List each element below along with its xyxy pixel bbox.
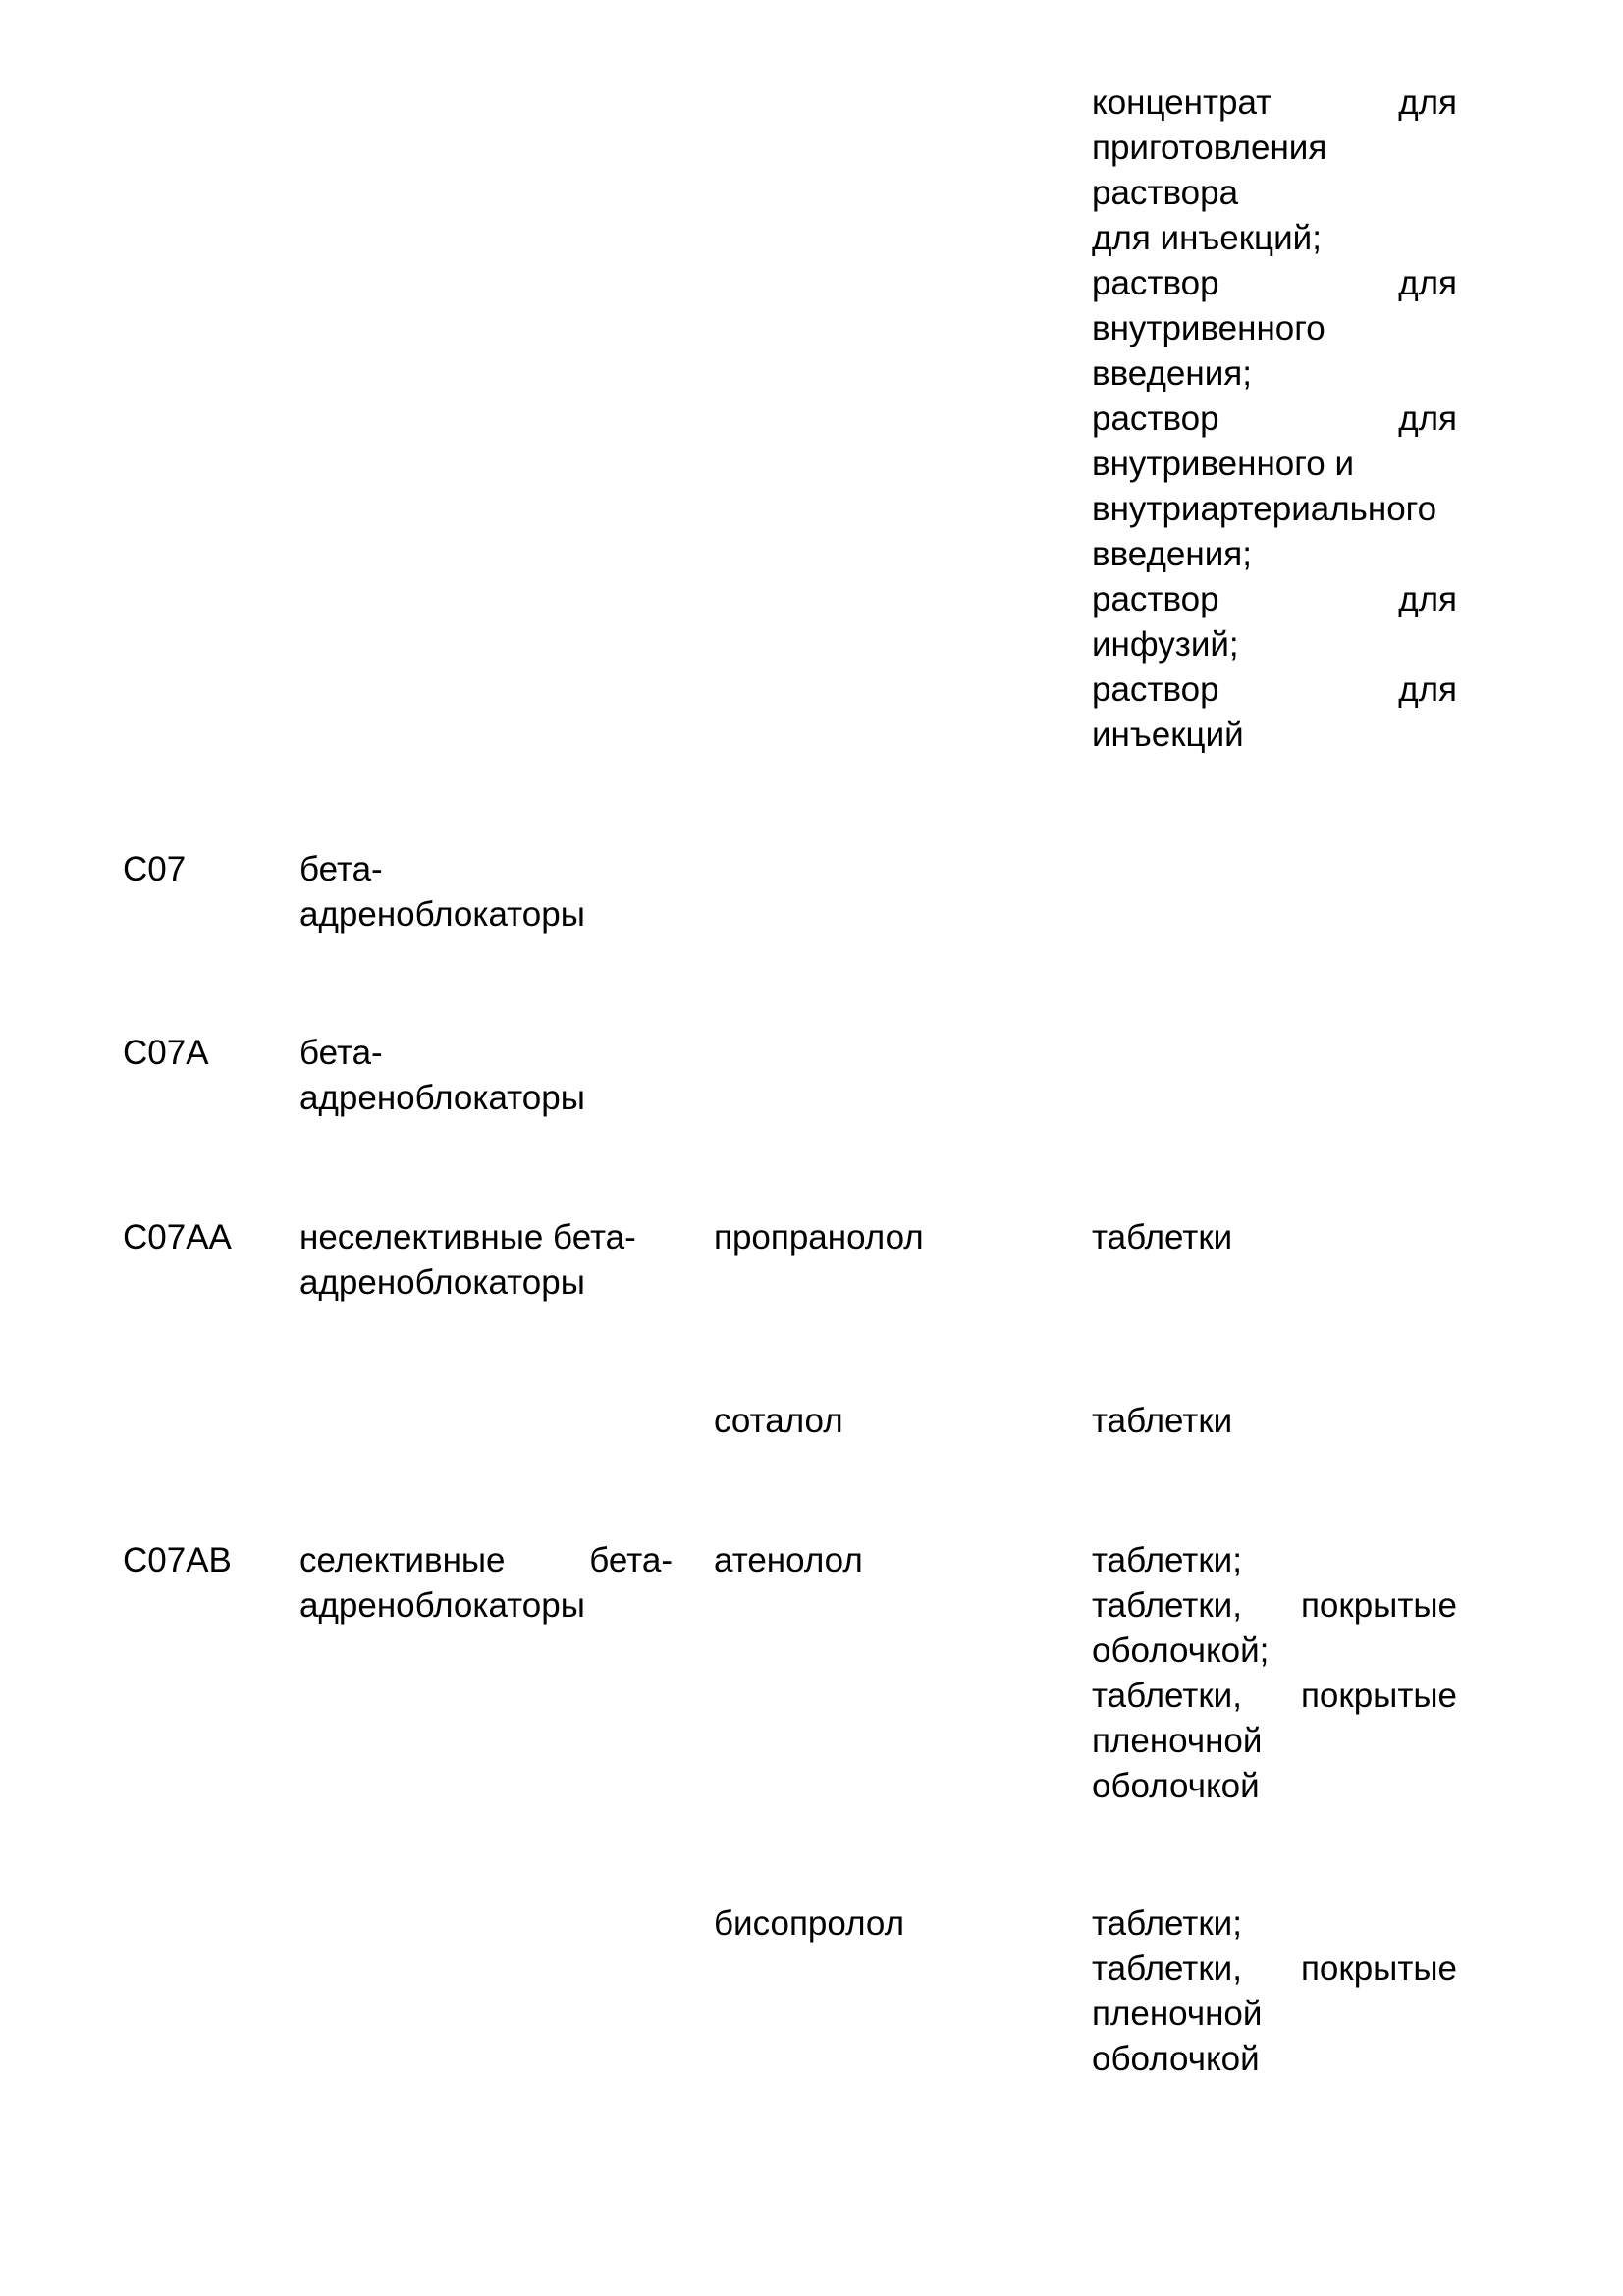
dosage-form-line: раствора (1092, 174, 1239, 212)
dosage-form-line: таблетки, покрытые (1092, 1586, 1457, 1625)
dosage-form-line: инъекций (1092, 716, 1244, 754)
dosage-form-line: концентрат для (1092, 83, 1457, 122)
dosage-form-line: приготовления (1092, 129, 1327, 167)
dosage-form-line: пленочной (1092, 1722, 1263, 1760)
atc-code: C07AA (123, 1218, 232, 1256)
dosage-form-line: инфузий; (1092, 625, 1239, 664)
dosage-form-line: раствор для (1092, 400, 1457, 438)
dosage-form-line: таблетки; (1092, 1541, 1242, 1579)
dosage-forms-cell (1092, 1215, 1457, 1260)
dosage-form-line: введения; (1092, 354, 1252, 393)
atc-group-name: селективные бета- адреноблокаторы (299, 1541, 673, 1625)
dosage-form-line: внутривенного и (1092, 445, 1354, 483)
drug-name: пропранолол (714, 1218, 924, 1256)
dosage-form-line: внутриартериального (1092, 490, 1437, 528)
atc-code: C07 (123, 850, 187, 888)
dosage-form-line: внутривенного (1092, 309, 1325, 347)
atc-group-name: бета- адреноблокаторы (299, 850, 585, 934)
drug-name: атенолол (714, 1541, 863, 1579)
dosage-form-line: оболочкой (1092, 1767, 1260, 1805)
dosage-form-line: раствор для (1092, 580, 1457, 618)
dosage-form-line: раствор для (1092, 264, 1457, 302)
dosage-forms-cell (1092, 80, 1457, 758)
dosage-form-line: таблетки, покрытые (1092, 1677, 1457, 1715)
dosage-form-line: оболочкой; (1092, 1631, 1270, 1670)
dosage-form-line: таблетки, покрытые (1092, 1949, 1457, 1988)
atc-group-name: неселективные бета- адреноблокаторы (299, 1218, 636, 1302)
dosage-form-line: раствор для (1092, 670, 1457, 709)
dosage-forms-cell (1092, 1399, 1457, 1444)
dosage-form-line: для инъекций; (1092, 219, 1322, 257)
atc-code: C07A (123, 1034, 209, 1072)
dosage-forms-cell (1092, 1901, 1457, 2082)
atc-code: C07AB (123, 1541, 232, 1579)
dosage-form-line: введения; (1092, 535, 1252, 573)
drug-name: соталол (714, 1402, 843, 1440)
dosage-form-line: таблетки (1092, 1218, 1233, 1256)
dosage-form-line: пленочной (1092, 1995, 1263, 2033)
dosage-form-line: таблетки; (1092, 1904, 1242, 1943)
dosage-forms-cell (1092, 1538, 1457, 1809)
atc-group-name: бета- адреноблокаторы (299, 1034, 585, 1117)
dosage-form-line: таблетки (1092, 1402, 1233, 1440)
dosage-form-line: оболочкой (1092, 2040, 1260, 2078)
drug-name: бисопролол (714, 1904, 905, 1943)
